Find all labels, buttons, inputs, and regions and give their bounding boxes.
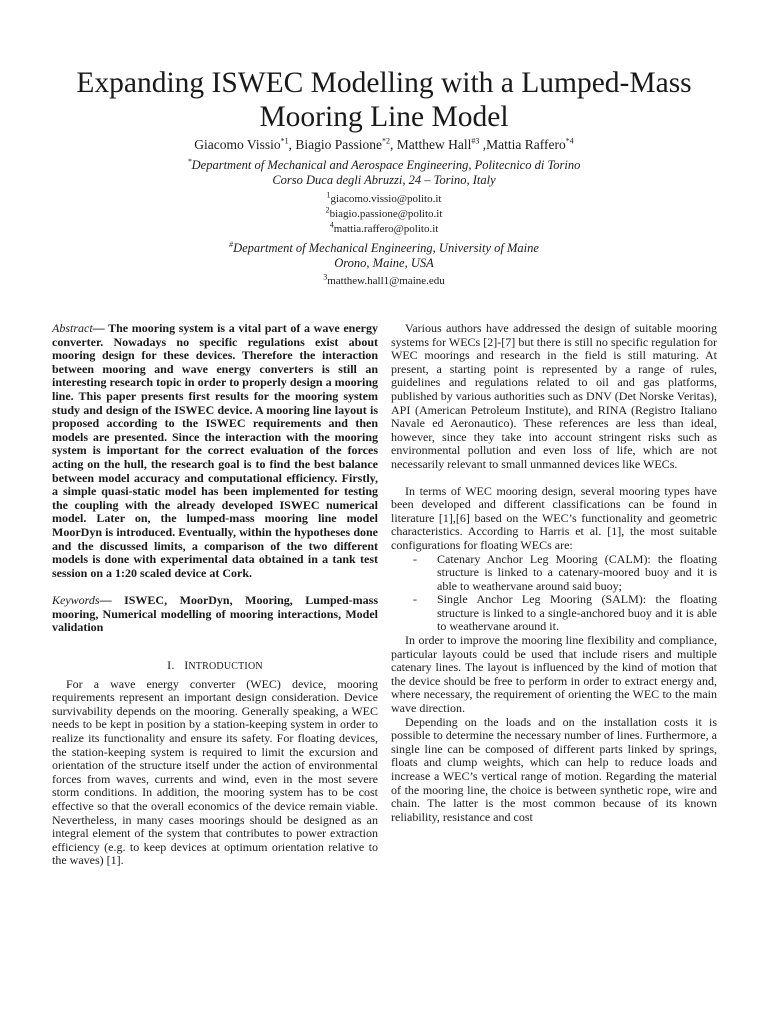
author-mark: #3 — [471, 136, 480, 146]
abstract — [52, 322, 378, 580]
section-title-rest: NTRODUCTION — [188, 661, 263, 673]
title-line-2: Mooring Line Model — [259, 101, 509, 133]
author-name: Giacomo Vissio — [194, 137, 281, 152]
email-address: matthew.hall1@maine.edu — [327, 275, 445, 287]
email-address: biagio.passione@polito.it — [329, 208, 443, 220]
abstract-text: — The mooring system is a vital part of a wave energy converter. Nowadays no specific regulations exist about mooring design for these devices. Therefore the interaction between mooring and wave energy converters is still an interesting research topic in order to properly design a mooring line. This paper presents first results for the mooring system study and design of the ISWEC device. A mooring line layout is proposed according to the ISWEC requirements and then models are presented. Since the interaction with the mooring system is important for the correct evaluation of the forces acting on the hull, the research goal is to find the best balance between model accuracy and computational efficiency. Firstly, a simple quasi-static model has been implemented for testing the coupling with the already developed ISWEC numerical model. Later on, the lumped-mass mooring line model MoorDyn is introduced. Eventually, within the hypotheses done and the discussed limits, a comparison of the two different models is done with experimental data obtained in a tank test session on a 1:20 scaled device at Cork. — [52, 321, 378, 580]
email-address: mattia.raffero@polito.it — [333, 223, 439, 235]
list-item — [391, 593, 717, 634]
email-list-maine — [80, 274, 688, 289]
affiliation-address: Orono, Maine, USA — [334, 256, 434, 270]
author-list — [40, 136, 728, 154]
section-heading-introduction — [52, 659, 378, 674]
author-mark: *1 — [280, 136, 289, 146]
list-item — [391, 553, 717, 594]
affiliation-address: Corso Duca degli Abruzzi, 24 – Torino, Italy — [272, 173, 496, 187]
paragraph: Various authors have addressed the design of suitable mooring systems for WECs [2]-[7] but there is still no specific regulation for WEC moorings and research in the field is still maturing. At present, a starting point is represented by a range of rules, guidelines and regulations related to oil and gas platforms, published by various authorities such as DNV (Det Norske Veritas), API (American Petroleum Institute), and RINA (Registro Italiano Navale ed Aeronautico). These references are less than ideal, however, since they take into account stringent risks such as environmental pollution and even loss of life, which are not necessarily relevant to small unmanned devices like WECs. — [391, 321, 717, 471]
affiliation-mark: * — [187, 156, 192, 166]
email-mark: 1 — [326, 190, 331, 200]
list-item-text: Single Anchor Leg Mooring (SALM): the floating structure is linked to a single-anchored buoy and it is able to weathervane around it. — [437, 592, 717, 634]
affiliation-line: Department of Mechanical Engineering, University of Maine — [233, 241, 539, 255]
author-mark: *2 — [381, 136, 390, 146]
abstract-label: Abstract — [52, 321, 93, 335]
author-mark: *4 — [565, 136, 574, 146]
author-name: , Biagio Passione — [288, 137, 382, 152]
author-name: , Matthew Hall — [389, 137, 472, 152]
paragraph: Depending on the loads and on the installation costs it is possible to determine the necessary number of lines. Furthermore, a single line can be composed of different parts linked by springs, floats and clump weights, which can help to reduce loads and increase a WEC’s vertical range of motion. Regarding the material of the mooring line, the choice is between synthetic rope, wire and chain. The latter is the most common because of its known reliability, resistance and cost — [391, 714, 717, 824]
list-dash: - — [413, 551, 417, 566]
right-column — [391, 322, 717, 824]
affiliation-polito — [80, 158, 688, 188]
email-mark: 4 — [329, 220, 334, 230]
affiliation-line: Department of Mechanical and Aerospace Engineering, Politecnico di Torino — [191, 158, 581, 172]
keywords — [52, 594, 378, 635]
email-list-polito — [80, 192, 688, 237]
email-mark: 3 — [323, 272, 328, 282]
author-name: ,Mattia Raffero — [479, 137, 566, 152]
keywords-text: — ISWEC, MoorDyn, Mooring, Lumped-mass mooring, Numerical modelling of mooring interactions, Model validation — [52, 593, 378, 635]
left-column — [52, 322, 378, 868]
email-mark: 2 — [325, 205, 330, 215]
paragraph: In order to improve the mooring line flexibility and compliance, particular layouts could be used that include risers and multiple catenary lines. The layout is influenced by the kind of motion that the device should be free to perform in order to extract energy and, where necessary, the requirement of orienting the WEC to the main wave direction. — [391, 633, 717, 716]
configuration-list — [391, 553, 717, 635]
paragraph: In terms of WEC mooring design, several mooring types have been developed and different classifications can be found in literature [1],[6] based on the WEC’s functionality and geometric characteristics. According to Harris et al. [1], the most suitable configurations for floating WECs are: — [391, 483, 717, 552]
list-item-text: Catenary Anchor Leg Mooring (CALM): the floating structure is linked to a catenary-moored buoy and it is able to weathervane around said buoy; — [437, 551, 717, 593]
section-title-initial: I — [184, 658, 189, 673]
paper-title — [40, 66, 728, 134]
affiliation-maine — [80, 241, 688, 271]
intro-paragraph: For a wave energy converter (WEC) device, mooring requirements represent an important design consideration. Device survivability depends on the mooring. Generally speaking, a WEC needs to be kept in position by a station-keeping system in order to realize its functionality and ensure its safety. For floating devices, the station-keeping system is required to limit the excursion and orientation of the structure itself under the action of environmental forces from waves, currents and wind, even in the most severe storm conditions. In addition, the mooring system has to be cost effective so that the overall economics of the device remain viable. Nevertheless, in many cases moorings should be designed as an integral element of the system that contributes to power extraction efficiency (e.g. to keep devices at optimum orientation relative to the waves) [1]. — [52, 676, 378, 868]
list-dash: - — [413, 592, 417, 607]
email-address: giacomo.vissio@polito.it — [330, 193, 442, 205]
section-number: I. — [167, 658, 175, 673]
keywords-label: Keywords — [52, 593, 100, 608]
affiliation-mark: # — [229, 239, 234, 249]
title-line-1: Expanding ISWEC Modelling with a Lumped-Mass — [76, 67, 692, 99]
